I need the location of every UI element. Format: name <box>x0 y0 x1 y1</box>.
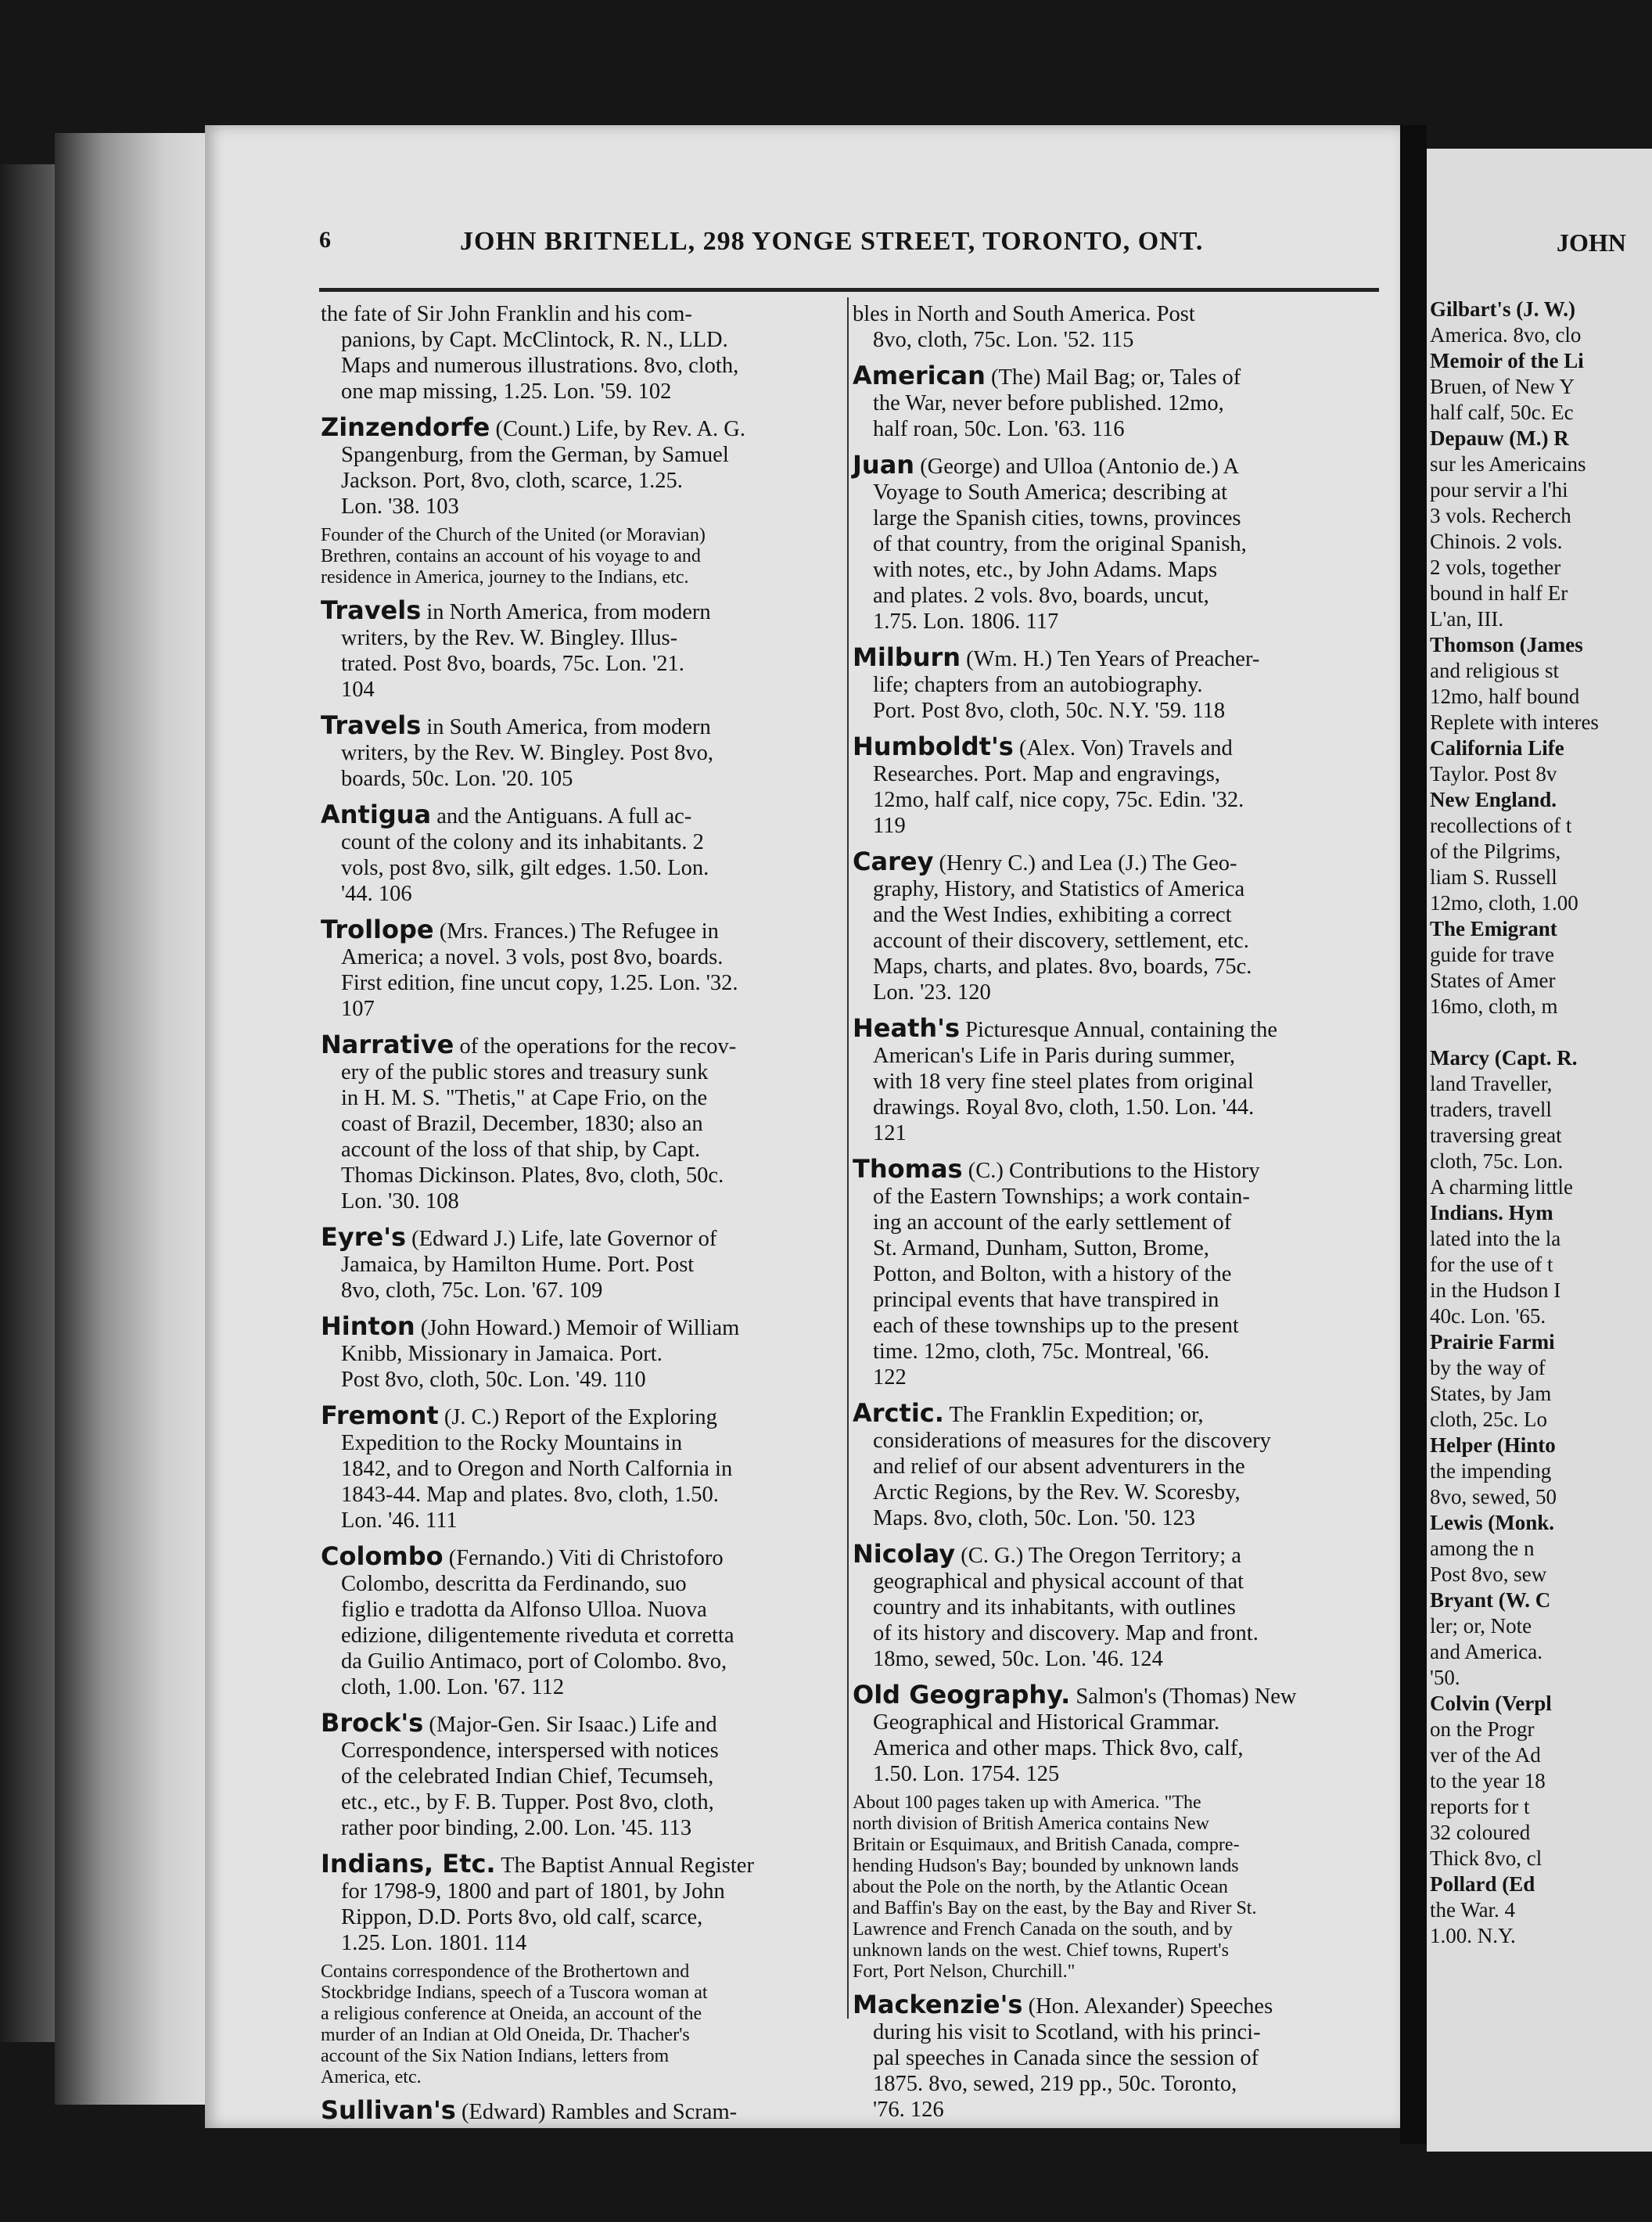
running-header <box>319 227 1226 266</box>
entry-line: panions, by Capt. McClintock, R. N., LLD. <box>341 328 728 352</box>
note-line: account of the Six Nation Indians, letters from <box>321 2046 670 2066</box>
catalogue-entry <box>853 1013 1375 1146</box>
facing-page-line: Chinois. 2 vols. <box>1430 530 1563 553</box>
facing-page-line: Thick 8vo, cl <box>1430 1846 1542 1870</box>
facing-page-line: Indians. Hym <box>1430 1201 1553 1224</box>
entry-line <box>321 1224 837 1252</box>
entry-line: 107 <box>341 997 375 1021</box>
entry-heading: Humboldt's <box>853 732 1014 761</box>
entry-heading: Narrative <box>321 1030 454 1059</box>
entry-line: drawings. Royal 8vo, cloth, 1.50. Lon. '44. <box>873 1095 1255 1120</box>
entry-line: of the celebrated Indian Chief, Tecumseh, <box>341 1764 714 1789</box>
entry-line: etc., etc., by F. B. Tupper. Post 8vo, cloth, <box>341 1790 714 1814</box>
entry-heading: Heath's <box>853 1013 960 1043</box>
entry-line: 122 <box>873 1365 907 1390</box>
entry-line: St. Armand, Dunham, Sutton, Brome, <box>873 1236 1209 1260</box>
facing-page-line: reports for t <box>1430 1795 1530 1818</box>
facing-page-line: 12mo, half bound <box>1430 685 1580 708</box>
entry-heading: Sullivan's <box>321 2095 456 2125</box>
entry-line: bles in North and South America. Post <box>853 302 1195 326</box>
entry-text: Salmon's (Thomas) New <box>1076 1684 1297 1709</box>
entry-line: for 1798-9, 1800 and part of 1801, by John <box>341 1879 725 1904</box>
entry-line: Lon. '30. 108 <box>341 1189 459 1213</box>
facing-page-line: by the way of <box>1430 1356 1546 1379</box>
entry-heading: Nicolay <box>853 1539 956 1569</box>
entry-line <box>321 802 837 829</box>
note-line: About 100 pages taken up with America. "The <box>853 1792 1201 1813</box>
facing-page-line: 8vo, sewed, 50 <box>1430 1485 1557 1508</box>
facing-page-line: California Life <box>1430 736 1564 760</box>
facing-page-line: A charming little <box>1430 1175 1573 1199</box>
entry-line: Maps, charts, and plates. 8vo, boards, 75c. <box>873 955 1252 979</box>
entry-line: ing an account of the early settlement of <box>873 1210 1232 1235</box>
entry-line: graphy, History, and Statistics of America <box>873 877 1245 901</box>
entry-line <box>321 2095 837 2125</box>
entry-text: (Alex. Von) Travels and <box>1018 736 1233 760</box>
entry-line: Expedition to the Rocky Mountains in <box>341 1431 683 1455</box>
entry-heading: Trollope <box>321 915 434 944</box>
catalogue-entry <box>321 802 837 907</box>
entry-line: edizione, diligentemente riveduta et corretta <box>341 1623 734 1648</box>
catalogue-entry <box>321 1400 837 1533</box>
catalogue-entry <box>321 917 837 1022</box>
entry-text: (The) Mail Bag; or, Tales of <box>991 365 1241 390</box>
entry-line: Potton, and Bolton, with a history of the <box>873 1262 1232 1286</box>
facing-page-line: pour servir a l'hi <box>1430 478 1568 502</box>
entry-line: with 18 very fine steel plates from original <box>873 1070 1254 1094</box>
entry-line: 1842, and to Oregon and North Calfornia in <box>341 1457 733 1481</box>
facing-page-line: Gilbart's (J. W.) <box>1430 297 1576 321</box>
entry-line: the War, never before published. 12mo, <box>873 391 1224 415</box>
entry-line <box>321 412 837 442</box>
facing-page-line: 12mo, cloth, 1.00 <box>1430 891 1578 915</box>
entry-line: Jackson. Port, 8vo, cloth, scarce, 1.25. <box>341 469 683 493</box>
entry-line <box>321 1032 837 1059</box>
facing-page-line: sur les Americains <box>1430 452 1586 476</box>
entry-line: 1.25. Lon. 1801. 114 <box>341 1931 527 1955</box>
catalogue-entry <box>321 710 837 792</box>
facing-page-line <box>1430 1020 1652 1044</box>
entry-line: count of the colony and its inhabitants. 2 <box>341 830 704 854</box>
entry-line <box>853 1992 1375 2019</box>
facing-page-line: Lewis (Monk. <box>1430 1511 1555 1534</box>
entry-text: (J. C.) Report of the Exploring <box>444 1405 717 1429</box>
facing-page-line: 40c. Lon. '65. <box>1430 1304 1546 1328</box>
entry-line: 1.50. Lon. 1754. 125 <box>873 1762 1060 1786</box>
entry-line: 104 <box>341 678 375 702</box>
entry-line <box>853 1541 1375 1569</box>
facing-running-head: JOHN <box>1557 228 1626 257</box>
note-line: north division of British America contains New <box>853 1814 1209 1834</box>
facing-page-line: liam S. Russell <box>1430 865 1557 889</box>
facing-page-line: bound in half Er <box>1430 581 1568 605</box>
entry-line: American's Life in Paris during summer, <box>873 1044 1236 1068</box>
catalogue-column-right <box>853 301 1375 2133</box>
entry-heading: Fremont <box>321 1400 439 1430</box>
note-line: Contains correspondence of the Brothertown and <box>321 1961 690 1982</box>
facing-page-line: Taylor. Post 8v <box>1430 762 1557 786</box>
facing-page-line: States, by Jam <box>1430 1382 1552 1405</box>
entry-line: trated. Post 8vo, boards, 75c. Lon. '21. <box>341 652 684 676</box>
entry-line: 1.75. Lon. 1806. 117 <box>873 609 1059 634</box>
entry-heading: American <box>853 361 986 390</box>
entry-line <box>321 1851 837 1879</box>
entry-line: cloth, 1.00. Lon. '67. 112 <box>341 1675 565 1699</box>
entry-line: First edition, fine uncut copy, 1.25. Lon. '32. <box>341 971 738 995</box>
entry-line: of that country, from the original Spanish, <box>873 532 1247 556</box>
entry-line: writers, by the Rev. W. Bingley. Post 8vo, <box>341 741 714 765</box>
catalogue-entry <box>321 595 837 703</box>
entry-heading: Colombo <box>321 1541 444 1571</box>
facing-page-line: ler; or, Note <box>1430 1614 1532 1638</box>
entry-note <box>853 1792 1375 1983</box>
entry-text: (Wm. H.) Ten Years of Preacher- <box>966 647 1260 671</box>
adjacent-page-edge <box>0 164 55 2042</box>
entry-text: in South America, from modern <box>426 715 711 739</box>
facing-page-line: 2 vols, together <box>1430 556 1561 579</box>
note-line: Founder of the Church of the United (or Moravian) <box>321 525 706 545</box>
facing-page-line: L'an, III. <box>1430 607 1504 631</box>
facing-page-line: Thomson (James <box>1430 633 1583 656</box>
entry-line: Voyage to South America; describing at <box>873 480 1228 505</box>
entry-line: Researches. Port. Map and engravings, <box>873 762 1221 786</box>
catalogue-entry <box>853 1156 1375 1390</box>
entry-line <box>853 1682 1375 1710</box>
entry-heading: Travels <box>321 595 422 625</box>
entry-text: (C.) Contributions to the History <box>968 1159 1260 1183</box>
entry-line <box>853 734 1375 761</box>
facing-page-line: 1.00. N.Y. <box>1430 1924 1516 1947</box>
entry-note <box>321 1961 837 2088</box>
entry-line: Rippon, D.D. Ports 8vo, old calf, scarce, <box>341 1905 703 1929</box>
entry-line: principal events that have transpired in <box>873 1288 1219 1312</box>
entry-line <box>853 452 1375 480</box>
catalogue-column-left <box>321 301 837 2135</box>
facing-page-line: cloth, 75c. Lon. <box>1430 1149 1564 1173</box>
entry-text: (Fernando.) Viti di Christoforo <box>448 1546 724 1570</box>
facing-page-line: on the Progr <box>1430 1717 1535 1741</box>
facing-page-line: Prairie Farmi <box>1430 1330 1555 1354</box>
entry-text: and the Antiguans. A full ac- <box>436 804 692 829</box>
entry-line: large the Spanish cities, towns, provinces <box>873 506 1241 530</box>
entry-line: during his visit to Scotland, with his princi- <box>873 2020 1261 2044</box>
catalogue-entry <box>853 734 1375 839</box>
entry-line: Correspondence, interspersed with notices <box>341 1738 719 1763</box>
entry-line: pal speeches in Canada since the session of <box>873 2046 1259 2070</box>
facing-page-line: the War. 4 <box>1430 1898 1516 1922</box>
entry-line: 121 <box>873 1121 907 1145</box>
facing-page-line: Post 8vo, sew <box>1430 1562 1547 1586</box>
entry-line: da Guilio Antimaco, port of Colombo. 8vo, <box>341 1649 727 1674</box>
entry-line: with notes, etc., by John Adams. Maps <box>873 558 1218 582</box>
entry-heading: Milburn <box>853 642 961 672</box>
entry-line <box>853 363 1375 390</box>
catalogue-entry <box>321 1851 837 1956</box>
entry-line: '76. 126 <box>873 2098 944 2122</box>
entry-line: Spangenburg, from the German, by Samuel <box>341 443 729 467</box>
note-line: unknown lands on the west. Chief towns, Rupert's <box>853 1940 1229 1961</box>
facing-page-line: States of Amer <box>1430 969 1556 992</box>
entry-heading: Brock's <box>321 1708 424 1738</box>
facing-page-column <box>1430 297 1652 1950</box>
catalogue-entry <box>853 452 1375 635</box>
entry-line: writers, by the Rev. W. Bingley. Illus- <box>341 626 678 650</box>
running-head: JOHN BRITNELL, 298 YONGE STREET, TORONTO, ONT. <box>460 227 1204 256</box>
entry-heading: Juan <box>853 450 915 480</box>
facing-page-line: and religious st <box>1430 659 1559 682</box>
entry-line <box>321 1311 837 1341</box>
note-line: Fort, Port Nelson, Churchill." <box>853 1961 1076 1982</box>
entry-line: Arctic Regions, by the Rev. W. Scoresby, <box>873 1480 1241 1505</box>
entry-line: boards, 50c. Lon. '20. 105 <box>341 767 573 791</box>
entry-line: life; chapters from an autobiography. <box>873 673 1203 697</box>
entry-heading: Mackenzie's <box>853 1990 1023 2019</box>
entry-heading: Zinzendorfe <box>321 412 490 442</box>
catalogue-entry <box>853 1400 1375 1531</box>
entry-text: (Edward J.) Life, late Governor of <box>411 1227 717 1251</box>
entry-text: in North America, from modern <box>426 600 711 624</box>
entry-line <box>321 1400 837 1430</box>
entry-text: Picturesque Annual, containing the <box>965 1018 1278 1042</box>
entry-line: Geographical and Historical Grammar. <box>873 1710 1220 1735</box>
facing-page-line: cloth, 25c. Lo <box>1430 1408 1547 1431</box>
entry-heading: Travels <box>321 710 422 740</box>
catalogue-entry <box>853 363 1375 442</box>
entry-line <box>321 1710 837 1738</box>
entry-line: rather poor binding, 2.00. Lon. '45. 113 <box>341 1816 692 1840</box>
entry-line: 8vo, cloth, 75c. Lon. '52. 115 <box>873 328 1134 352</box>
entry-line: figlio e tradotta da Alfonso Ulloa. Nuova <box>341 1598 707 1622</box>
note-line: America, etc. <box>321 2067 422 2087</box>
entry-text: (John Howard.) Memoir of William <box>420 1316 740 1340</box>
facing-page-line: in the Hudson I <box>1430 1278 1561 1302</box>
facing-page-line: New England. <box>1430 788 1557 811</box>
entry-heading: Thomas <box>853 1154 963 1184</box>
entry-line: Colombo, descritta da Ferdinando, suo <box>341 1572 687 1596</box>
entry-line: coast of Brazil, December, 1830; also an <box>341 1112 703 1136</box>
note-line: a religious conference at Oneida, an account of the <box>321 2004 702 2024</box>
entry-heading: Arctic. <box>853 1398 944 1428</box>
entry-line: of the Eastern Townships; a work contain- <box>873 1185 1250 1209</box>
page-gutter <box>1400 125 1427 2144</box>
book-page-edges <box>55 133 211 2105</box>
entry-line: '44. 106 <box>341 882 412 906</box>
catalogue-entry <box>853 301 1375 353</box>
facing-page-line: 16mo, cloth, m <box>1430 994 1558 1018</box>
facing-page-line: guide for trave <box>1430 943 1554 966</box>
entry-line: 18mo, sewed, 50c. Lon. '46. 124 <box>873 1647 1163 1671</box>
entry-line: Knibb, Missionary in Jamaica. Port. <box>341 1342 663 1366</box>
catalogue-entry <box>853 1682 1375 1787</box>
facing-page-line: traversing great <box>1430 1124 1562 1147</box>
catalogue-entry <box>321 301 837 404</box>
catalogue-entry <box>321 1224 837 1303</box>
entry-line: the fate of Sir John Franklin and his com- <box>321 302 692 326</box>
entry-line: ery of the public stores and treasury sunk <box>341 1060 709 1084</box>
facing-page-line: Marcy (Capt. R. <box>1430 1046 1578 1070</box>
entry-heading: Hinton <box>321 1311 415 1341</box>
entry-line: country and its inhabitants, with outlines <box>873 1595 1236 1620</box>
facing-page-line: ver of the Ad <box>1430 1743 1541 1767</box>
note-line: Lawrence and French Canada on the south, and by <box>853 1919 1233 1940</box>
entry-line: Lon. '38. 103 <box>341 494 459 519</box>
facing-page-line: The Emigrant <box>1430 917 1557 940</box>
entry-line: and relief of our absent adventurers in the <box>873 1454 1245 1479</box>
column-rule <box>847 297 849 2019</box>
entry-line: time. 12mo, cloth, 75c. Montreal, '66. <box>873 1339 1210 1364</box>
entry-text: (C. G.) The Oregon Territory; a <box>961 1544 1241 1568</box>
facing-page-line: Helper (Hinto <box>1430 1433 1556 1457</box>
facing-page-line: Colvin (Verpl <box>1430 1692 1552 1715</box>
entry-line: each of these townships up to the present <box>873 1314 1239 1338</box>
facing-page-line: Memoir of the Li <box>1430 349 1584 372</box>
page-number: 6 <box>319 227 331 253</box>
entry-text: (Hon. Alexander) Speeches <box>1028 1994 1273 2019</box>
facing-page-line: to the year 18 <box>1430 1769 1546 1792</box>
facing-page-line: half calf, 50c. Ec <box>1430 401 1574 424</box>
entry-line: 1843-44. Map and plates. 8vo, cloth, 1.50. <box>341 1483 719 1507</box>
facing-page-line: 3 vols. Recherch <box>1430 504 1571 527</box>
note-line: Brethren, contains an account of his voyage to and <box>321 546 701 566</box>
facing-page-line: traders, travell <box>1430 1098 1552 1121</box>
facing-page-line: land Traveller, <box>1430 1072 1553 1095</box>
catalogue-entry <box>853 849 1375 1005</box>
catalogue-entry <box>321 1032 837 1214</box>
facing-page-line: Bruen, of New Y <box>1430 375 1575 398</box>
entry-line: 8vo, cloth, 75c. Lon. '67. 109 <box>341 1278 603 1303</box>
facing-page-line: Replete with interes <box>1430 710 1599 734</box>
entry-line: of its history and discovery. Map and front. <box>873 1621 1259 1645</box>
catalogue-entry <box>321 1541 837 1700</box>
catalogue-entry <box>853 1992 1375 2123</box>
catalogue-entry <box>853 1541 1375 1672</box>
facing-page-line: for the use of t <box>1430 1253 1553 1276</box>
entry-line <box>321 917 837 944</box>
entry-line: one map missing, 1.25. Lon. '59. 102 <box>341 379 672 404</box>
catalogue-entry <box>321 2095 837 2125</box>
note-line: residence in America, journey to the Indians, etc. <box>321 567 689 588</box>
entry-line: Post 8vo, cloth, 50c. Lon. '49. 110 <box>341 1368 646 1392</box>
facing-page-line: '50. <box>1430 1666 1460 1689</box>
facing-page-line: the impending <box>1430 1459 1552 1483</box>
entry-line: and plates. 2 vols. 8vo, boards, uncut, <box>873 584 1209 608</box>
header-rule <box>319 288 1379 292</box>
entry-text: (Henry C.) and Lea (J.) The Geo- <box>939 851 1237 875</box>
entry-line <box>853 642 1375 672</box>
facing-page-line: Pollard (Ed <box>1430 1872 1535 1896</box>
entry-line: considerations of measures for the discovery <box>873 1429 1271 1453</box>
facing-page-line: lated into the la <box>1430 1227 1561 1250</box>
entry-text: The Baptist Annual Register <box>501 1853 754 1878</box>
entry-line: account of their discovery, settlement, etc. <box>873 929 1249 953</box>
facing-page-line: Bryant (W. C <box>1430 1588 1551 1612</box>
entry-heading: Old Geography. <box>853 1680 1071 1710</box>
catalogue-entry <box>853 642 1375 724</box>
entry-heading: Indians, Etc. <box>321 1849 496 1879</box>
entry-line <box>853 849 1375 876</box>
entry-line: 119 <box>873 814 906 838</box>
note-line: hending Hudson's Bay; bounded by unknown lands <box>853 1856 1239 1876</box>
entry-line: America; a novel. 3 vols, post 8vo, boards. <box>341 945 724 969</box>
entry-line: in H. M. S. "Thetis," at Cape Frio, on the <box>341 1086 708 1110</box>
entry-line: 12mo, half calf, nice copy, 75c. Edin. '32. <box>873 788 1244 812</box>
entry-heading: Antigua <box>321 800 432 829</box>
entry-line: account of the loss of that ship, by Capt. <box>341 1138 701 1162</box>
entry-line: Lon. '46. 111 <box>341 1508 458 1533</box>
entry-text: (Major-Gen. Sir Isaac.) Life and <box>429 1713 717 1737</box>
entry-text: (George) and Ulloa (Antonio de.) A <box>920 455 1240 479</box>
entry-line: Port. Post 8vo, cloth, 50c. N.Y. '59. 118 <box>873 699 1226 723</box>
note-line: Stockbridge Indians, speech of a Tuscora woman at <box>321 1983 708 2003</box>
note-line: Britain or Esquimaux, and British Canada, compre- <box>853 1835 1240 1855</box>
entry-text: of the operations for the recov- <box>459 1034 737 1059</box>
catalogue-entry <box>321 1311 837 1393</box>
entry-text: (Count.) Life, by Rev. A. G. <box>495 417 746 441</box>
facing-page-line: Depauw (M.) R <box>1430 426 1569 450</box>
entry-line <box>321 710 837 740</box>
catalogue-entry <box>321 412 837 520</box>
facing-page-line: and America. <box>1430 1640 1542 1663</box>
entry-line: Thomas Dickinson. Plates, 8vo, cloth, 50c. <box>341 1163 724 1188</box>
entry-line: 1875. 8vo, sewed, 219 pp., 50c. Toronto, <box>873 2072 1237 2096</box>
entry-line: vols, post 8vo, silk, gilt edges. 1.50. Lon. <box>341 856 709 880</box>
entry-heading: Carey <box>853 847 934 876</box>
entry-line: Maps. 8vo, cloth, 50c. Lon. '50. 123 <box>873 1506 1196 1530</box>
note-line: murder of an Indian at Old Oneida, Dr. Thacher's <box>321 2025 690 2045</box>
entry-line <box>853 1156 1375 1184</box>
note-line: about the Pole on the north, by the Atlantic Ocean <box>853 1877 1228 1897</box>
entry-text: The Franklin Expedition; or, <box>949 1403 1204 1427</box>
entry-line: geographical and physical account of that <box>873 1569 1244 1594</box>
entry-line <box>853 1400 1375 1428</box>
entry-line: America and other maps. Thick 8vo, calf, <box>873 1736 1244 1760</box>
entry-line <box>853 1013 1375 1043</box>
entry-line: Jamaica, by Hamilton Hume. Port. Post <box>341 1253 695 1277</box>
entry-line: half roan, 50c. Lon. '63. 116 <box>873 417 1125 441</box>
entry-line: Maps and numerous illustrations. 8vo, cloth, <box>341 354 739 378</box>
facing-page-line: among the n <box>1430 1537 1535 1560</box>
facing-page-line: of the Pilgrims, <box>1430 840 1561 863</box>
entry-line: Lon. '23. 120 <box>873 980 991 1005</box>
entry-heading: Eyre's <box>321 1222 407 1252</box>
note-line: and Baffin's Bay on the east, by the Bay and River St. <box>853 1898 1257 1918</box>
facing-page-line: 32 coloured <box>1430 1821 1531 1844</box>
entry-text: (Mrs. Frances.) The Refugee in <box>439 919 719 944</box>
entry-line <box>321 595 837 625</box>
facing-page-line: recollections of t <box>1430 814 1572 837</box>
catalogue-entry <box>321 1710 837 1841</box>
entry-note <box>321 525 837 588</box>
entry-line <box>321 1541 837 1571</box>
facing-page-line: America. 8vo, clo <box>1430 323 1582 347</box>
entry-line: and the West Indies, exhibiting a correct <box>873 903 1232 927</box>
entry-text: (Edward) Rambles and Scram- <box>461 2100 738 2124</box>
